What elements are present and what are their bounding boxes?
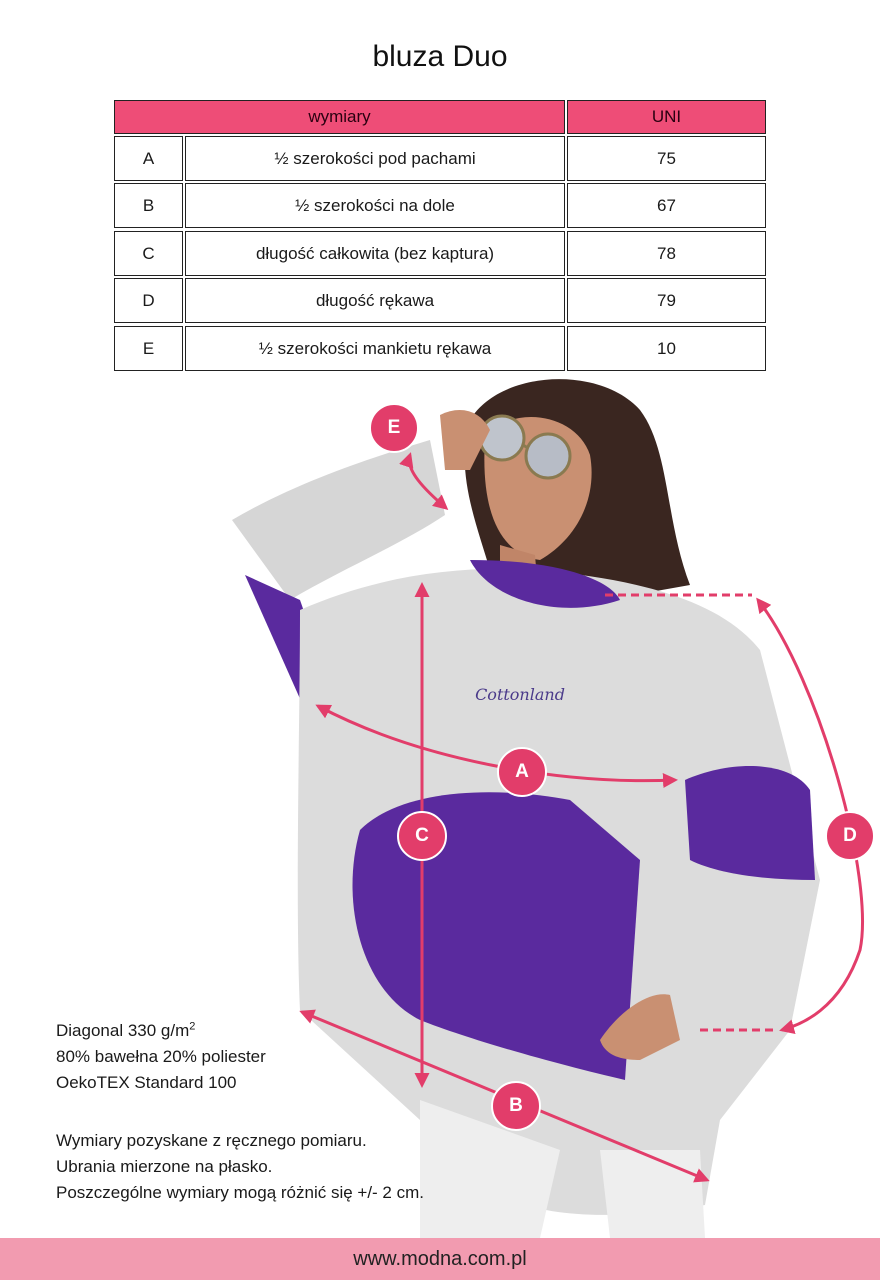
- row-value: 78: [567, 231, 766, 276]
- row-value: 75: [567, 136, 766, 181]
- measurement-notes: [20, 1128, 490, 1206]
- row-label: długość rękawa: [185, 278, 565, 323]
- page-title: bluza Duo: [372, 40, 508, 73]
- row-code: A: [114, 136, 183, 181]
- hoodie-logo: Cottonland: [475, 685, 565, 704]
- fabric-certificate: OekoTEX Standard 100: [56, 1073, 237, 1092]
- marker-d: D: [825, 811, 875, 861]
- note-line: Poszczególne wymiary mogą różnić się +/- 2 cm.: [56, 1183, 424, 1202]
- row-value: 67: [567, 183, 766, 228]
- header-measurements: wymiary: [114, 100, 565, 134]
- row-value: 10: [567, 326, 766, 371]
- row-code: D: [114, 278, 183, 323]
- marker-e: E: [369, 403, 419, 453]
- fabric-weight-superscript: 2: [189, 1020, 196, 1033]
- marker-b: B: [491, 1081, 541, 1131]
- fabric-weight-text: Diagonal 330 g/m: [56, 1021, 190, 1040]
- row-code: E: [114, 326, 183, 371]
- marker-c: C: [397, 811, 447, 861]
- row-label: ½ szerokości mankietu rękawa: [185, 326, 565, 371]
- marker-a: A: [497, 747, 547, 797]
- row-label: długość całkowita (bez kaptura): [185, 231, 565, 276]
- row-label: ½ szerokości na dole: [185, 183, 565, 228]
- fabric-composition: 80% bawełna 20% poliester: [56, 1047, 266, 1066]
- fabric-info: [20, 1018, 470, 1096]
- fabric-weight: [20, 1018, 470, 1044]
- row-code: B: [114, 183, 183, 228]
- row-code: C: [114, 231, 183, 276]
- header-size: UNI: [567, 100, 766, 134]
- model-photo: [0, 370, 880, 1238]
- note-line: Wymiary pozyskane z ręcznego pomiaru.: [56, 1131, 367, 1150]
- row-label: ½ szerokości pod pachami: [185, 136, 565, 181]
- footer-website: www.modna.com.pl: [0, 1238, 880, 1280]
- hoodie-body: [298, 560, 820, 1215]
- note-line: Ubrania mierzone na płasko.: [56, 1157, 273, 1176]
- row-value: 79: [567, 278, 766, 323]
